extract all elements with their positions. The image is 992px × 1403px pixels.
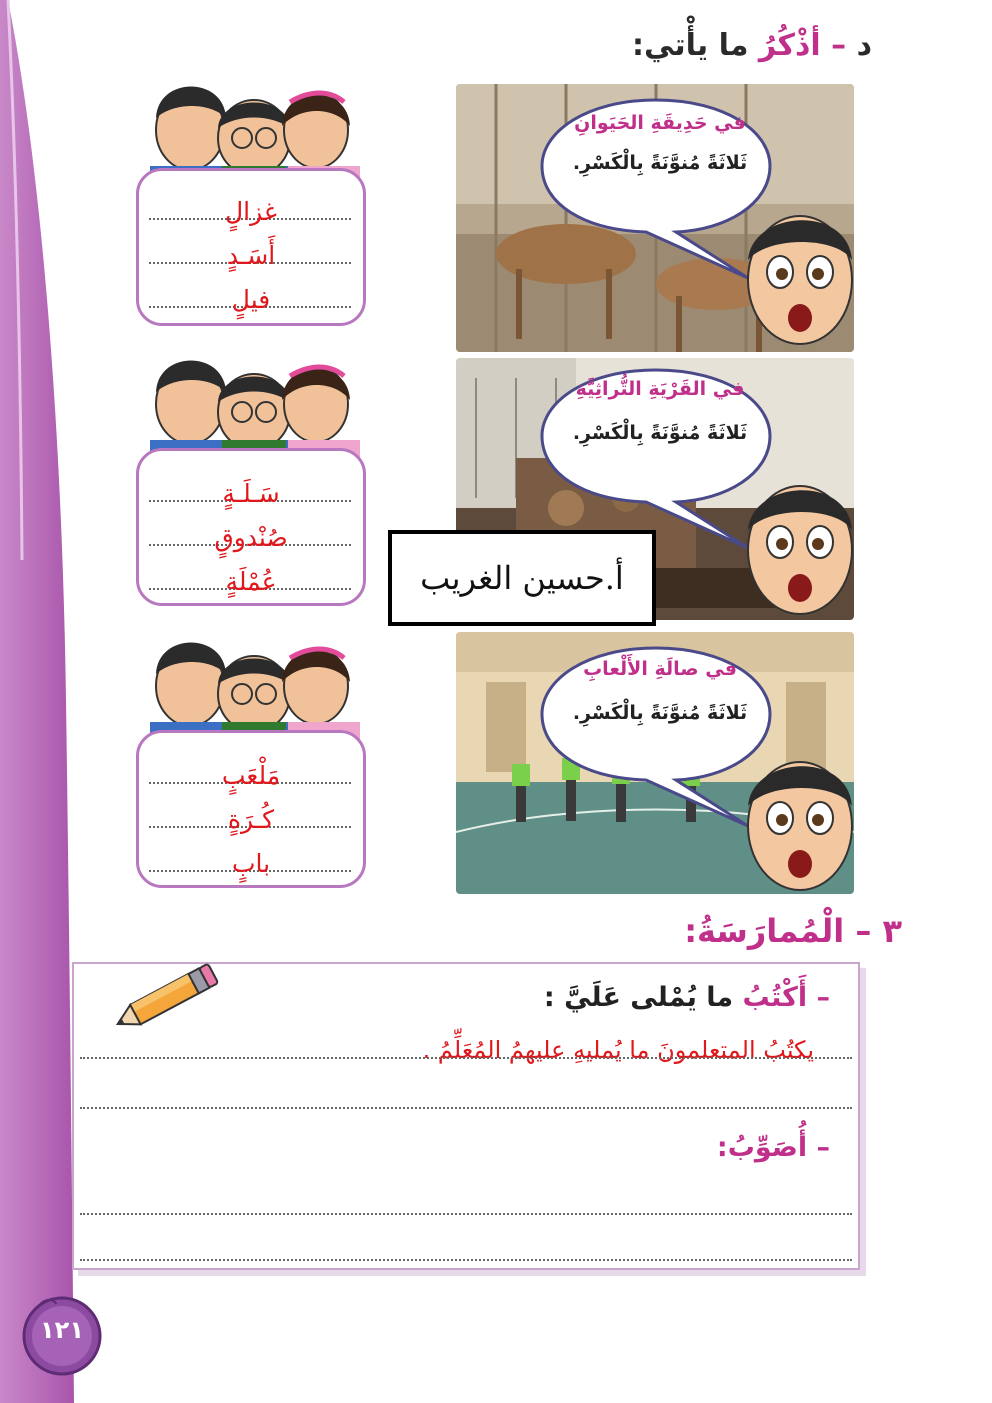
bubble-prompt-3: ثَلاثَةً مُنوَّنَةً بِالْكَسْرِ. [572,702,748,724]
kids-illustration-2 [150,340,360,462]
answer-word: أَسَـدٍ [226,241,276,270]
answer-card-1 [136,168,366,326]
page-number: ١٢١ [40,1316,84,1344]
bubble-place-2: في القَرْيَةِ التُّراثِيَّةِ [575,378,745,400]
answer-word: مَلْعَبٍ [221,761,281,790]
correction-task [717,1132,830,1163]
heading-dash: – [831,28,847,63]
answer-word: صُنْدوقٍ [214,523,288,552]
dictation-answer: يكتُبُ المتعلمونَ ما يُمليهِ عليهمُ المُعَلِّمُ . [422,1036,814,1064]
task-dash: – [816,1132,830,1163]
section-number: ٣ [882,912,902,950]
answer-card-2 [136,448,366,606]
answer-card-3 [136,730,366,888]
pencil-icon [110,960,220,1040]
heading-verb: أذْكُرُ [758,28,821,63]
task-rest: ما يُمْلى عَلَيَّ : [543,982,734,1013]
answer-word: بابٍ [231,849,271,878]
bubble-place-1: في حَدِيقَةِ الحَيَوانِ [574,112,746,134]
children-icon [150,340,360,458]
answer-word: فيلٍ [231,285,271,314]
heading-dash: – [855,912,872,950]
task-dash: – [816,982,830,1013]
heading-rest: ما يأْتي: [632,28,749,63]
dictation-task [544,982,830,1013]
section-letter: د [856,28,872,63]
section-3-heading [684,912,902,950]
boy-face-icon [738,746,858,896]
write-line [80,1056,852,1059]
answer-word: كُـرَةٍ [227,805,275,834]
answer-word: عُمْلَةٍ [225,567,277,596]
write-line [80,1212,852,1215]
boy-face-icon [738,200,858,350]
children-icon [150,622,360,740]
answer-word: سَـلَـةٍ [222,479,280,508]
author-watermark [388,530,656,626]
bubble-prompt-2: ثَلاثَةً مُنوَّنَةً بِالْكَسْرِ. [572,422,748,444]
bubble-place-3: في صالَةِ الأَلْعابِ [583,658,737,680]
kids-illustration-3 [150,622,360,744]
answer-word: غزالٍ [225,197,277,226]
bubble-prompt-1: ثَلاثَةً مُنوَّنَةً بِالْكَسْرِ. [572,152,748,174]
write-line [80,1106,852,1109]
watermark-text: أ.حسين الغريب [420,559,624,597]
task-verb: أُصَوِّبُ: [716,1132,808,1163]
side-decoration [0,0,78,1403]
task-verb: أَكْتُبُ [742,982,808,1013]
write-line [80,1258,852,1261]
section-d-heading [632,28,872,63]
children-icon [150,66,360,184]
section-title: الْمُمارَسَةُ: [684,912,845,950]
boy-face-icon [738,470,858,620]
